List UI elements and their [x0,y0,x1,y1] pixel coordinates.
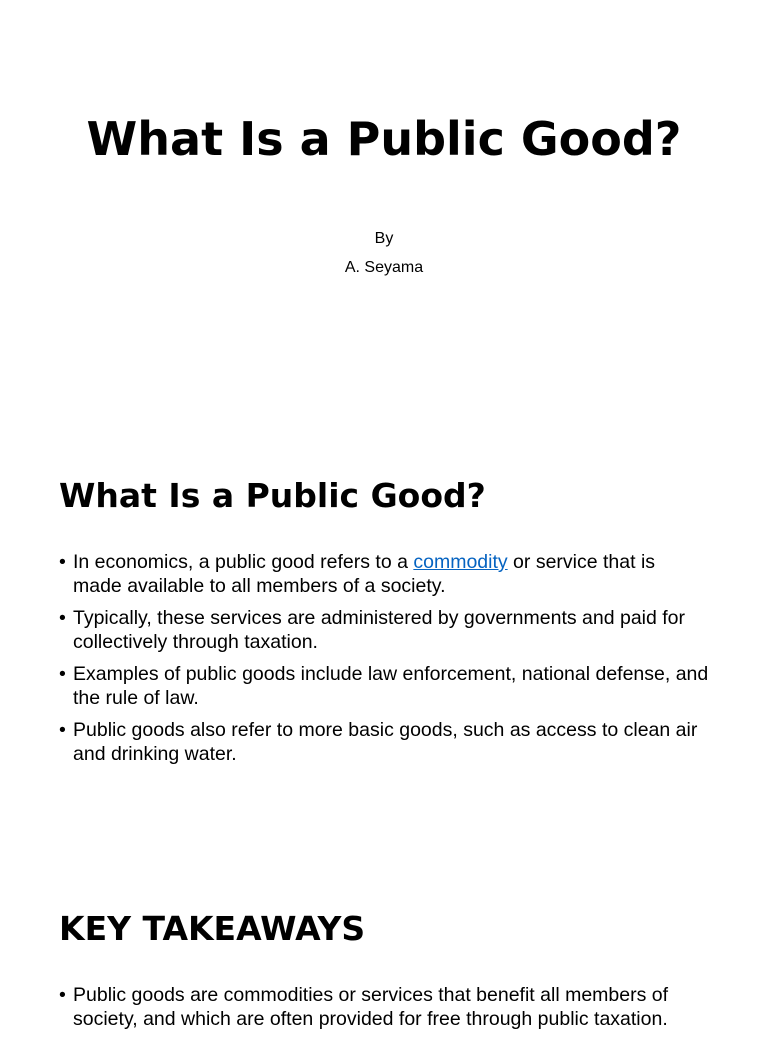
list-item [59,662,709,710]
bullet-text: Public goods are commodities or services that benefit all members of society, and which are often provided for free through public taxation. [73,984,669,1030]
slide-heading: KEY TAKEAWAYS [59,909,366,948]
bullet-icon: • [59,551,66,573]
subtitle-author: A. Seyama [344,259,424,276]
bullet-icon: • [59,607,66,629]
bullet-text: Examples of public goods include law enforcement, national defense, and the rule of law. [73,663,709,709]
bullet-list [59,983,709,1039]
bullet-text: Typically, these services are administered by governments and paid for collectively through taxation. [73,607,686,653]
bullet-text: In economics, a public good refers to a [73,551,414,573]
commodity-link[interactable]: commodity [413,551,508,573]
list-item [59,550,709,598]
presentation-title: What Is a Public Good? [86,112,682,166]
subtitle-by: By [374,230,394,247]
bullet-text: or service that is made available to all members of a society. [73,551,656,597]
list-item [59,718,709,766]
bullet-icon: • [59,719,66,741]
bullet-list [59,550,709,774]
bullet-icon: • [59,663,66,685]
bullet-icon: • [59,984,66,1006]
bullet-text: Public goods also refer to more basic goods, such as access to clean air and drinking water. [73,719,698,765]
list-item [59,606,709,654]
slide-heading: What Is a Public Good? [59,476,486,515]
title-slide [0,0,768,420]
